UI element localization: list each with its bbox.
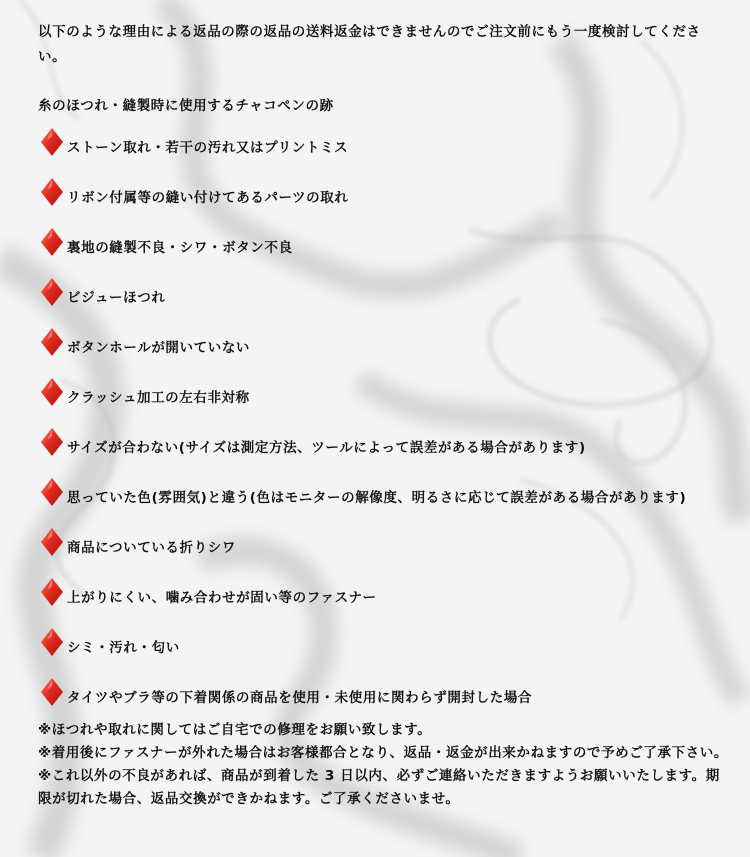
reason-label: 裏地の縫製不良・シワ・ボタン不良 xyxy=(67,240,293,256)
reason-label: ビジューほつれ xyxy=(67,290,166,306)
reason-label: リボン付属等の縫い付けてあるパーツの取れ xyxy=(67,190,349,206)
reason-label: シミ・汚れ・匂い xyxy=(67,640,180,656)
red-diamond-icon xyxy=(40,177,64,207)
reason-item xyxy=(40,627,740,657)
reason-item xyxy=(40,177,740,207)
red-diamond-icon xyxy=(40,627,64,657)
reason-item xyxy=(40,127,740,157)
note-zipper: ※着用後にファスナーが外れた場合はお客様都合となり、返品・返金が出来かねますので予めご了承下さい。 xyxy=(38,745,728,761)
red-diamond-icon xyxy=(40,427,64,457)
reason-item xyxy=(40,227,740,257)
reason-label: 思っていた色(雰囲気)と違う(色はモニターの解像度、明るさに応じて誤差がある場合があります) xyxy=(67,490,687,506)
red-diamond-icon xyxy=(40,477,64,507)
red-diamond-icon xyxy=(40,127,64,157)
reason-label: ボタンホールが開いていない xyxy=(67,340,251,356)
red-diamond-icon xyxy=(40,227,64,257)
reason-label: ストーン取れ・若干の汚れ又はプリントミス xyxy=(67,140,349,156)
notes xyxy=(38,719,728,811)
red-diamond-icon xyxy=(40,377,64,407)
reason-label: タイツやブラ等の下着関係の商品を使用・未使用に関わらず開封した場合 xyxy=(67,690,533,706)
red-diamond-icon xyxy=(40,527,64,557)
red-diamond-icon xyxy=(40,327,64,357)
reason-label: サイズが合わない(サイズは測定方法、ツールによって誤差がある場合があります) xyxy=(67,440,586,456)
reason-label: 商品についている折りシワ xyxy=(67,540,236,556)
sub-heading: 糸のほつれ・縫製時に使用するチャコペンの跡 xyxy=(38,98,334,114)
reason-item xyxy=(40,527,740,557)
red-diamond-icon xyxy=(40,577,64,607)
reason-item xyxy=(40,427,740,457)
reason-item xyxy=(40,277,740,307)
reason-label: クラッシュ加工の左右非対称 xyxy=(67,390,250,406)
reason-item xyxy=(40,327,740,357)
red-diamond-icon xyxy=(40,677,64,707)
intro-text: 以下のような理由による返品の際の返品の送料返金はできませんのでご注文前にもう一度検討してください。 xyxy=(38,24,701,65)
reason-label: 上がりにくい、噛み合わせが固い等のファスナー xyxy=(67,590,377,606)
note-repair: ※ほつれや取れに関してはご自宅での修理をお願い致します。 xyxy=(38,722,432,738)
reason-item xyxy=(40,377,740,407)
reason-item xyxy=(40,477,740,507)
red-diamond-icon xyxy=(40,277,64,307)
note-defects: ※これ以外の不良があれば、商品が到着した 3 日以内、必ずご連絡いただきますようお願いいたします。期限が切れた場合、返品交換ができかねます。ご了承くださいませ。 xyxy=(38,768,720,807)
reason-item xyxy=(40,677,740,707)
reason-item xyxy=(40,577,740,607)
